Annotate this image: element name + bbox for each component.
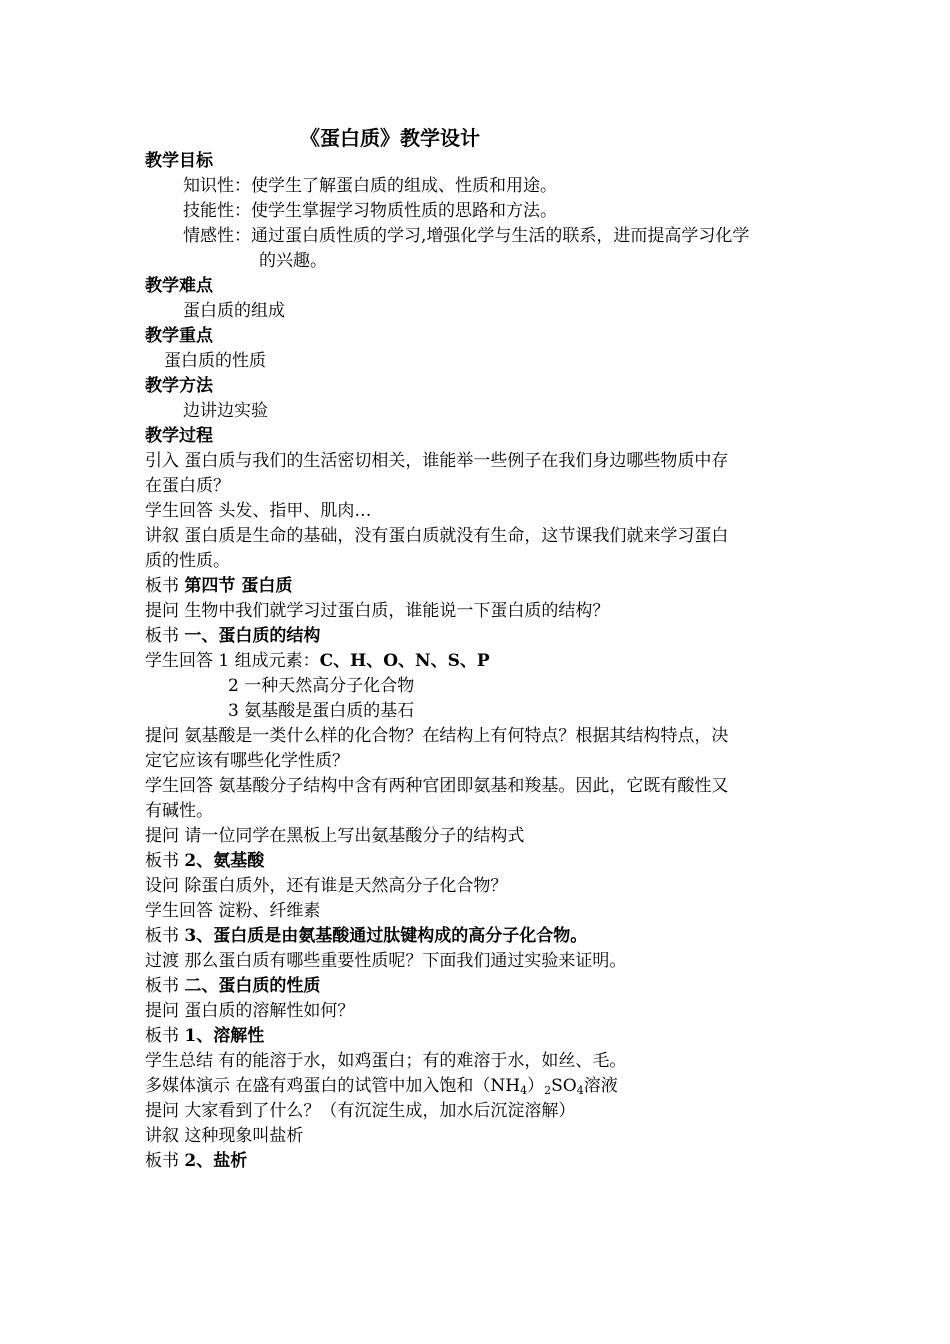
process-line: 学生总结 有的能溶于水，如鸡蛋白；有的难溶于水，如丝、毛。 bbox=[145, 1051, 627, 1071]
line-label: 学生回答 1 组成元素： bbox=[145, 651, 320, 671]
board-heading: 第四节 蛋白质 bbox=[184, 576, 293, 596]
subscript: 4 bbox=[520, 1084, 528, 1097]
method-heading: 教学方法 bbox=[145, 376, 213, 396]
process-line: 提问 蛋白质的溶解性如何？ bbox=[145, 1001, 355, 1021]
process-line bbox=[145, 650, 490, 672]
goals-heading: 教学目标 bbox=[145, 151, 213, 171]
goal-emotion-line2: 的兴趣。 bbox=[259, 251, 327, 271]
process-line: 过渡 那么蛋白质有哪些重要性质呢？下面我们通过实验来证明。 bbox=[145, 951, 627, 971]
goal-knowledge: 知识性：使学生了解蛋白质的组成、性质和用途。 bbox=[183, 176, 557, 196]
line-label: 板书 bbox=[145, 851, 185, 871]
process-line bbox=[145, 575, 292, 597]
process-line bbox=[145, 975, 320, 997]
process-line: 学生回答 淀粉、纤维素 bbox=[145, 901, 321, 921]
process-line: 有碱性。 bbox=[145, 801, 213, 821]
subscript: 2 bbox=[544, 1084, 552, 1097]
process-line: 设问 除蛋白质外，还有谁是天然高分子化合物？ bbox=[145, 876, 508, 896]
key-point-heading: 教学重点 bbox=[145, 326, 213, 346]
line-label: 板书 bbox=[145, 626, 185, 646]
goal-skill: 技能性：使学生掌握学习物质性质的思路和方法。 bbox=[183, 201, 557, 221]
process-line: 提问 大家看到了什么？（有沉淀生成，加水后沉淀溶解） bbox=[145, 1101, 576, 1121]
goal-emotion-line1: 情感性：通过蛋白质性质的学习,增强化学与生活的联系，进而提高学习化学 bbox=[183, 226, 750, 246]
line-text: 多媒体演示 在盛有鸡蛋白的试管中加入饱和（NH bbox=[145, 1076, 521, 1096]
element-list: C、H、O、N、S、P bbox=[319, 651, 490, 671]
subscript: 4 bbox=[576, 1084, 584, 1097]
line-label: 板书 bbox=[145, 576, 185, 596]
process-line: 提问 生物中我们就学习过蛋白质，谁能说一下蛋白质的结构？ bbox=[145, 601, 610, 621]
process-line: 质的性质。 bbox=[145, 551, 230, 571]
process-line bbox=[145, 1075, 618, 1097]
process-line: 讲叙 蛋白质是生命的基础，没有蛋白质就没有生命，这节课我们就来学习蛋白 bbox=[145, 526, 729, 546]
line-label: 板书 bbox=[145, 1151, 185, 1171]
line-text: ） bbox=[527, 1076, 545, 1096]
difficulty-text: 蛋白质的组成 bbox=[183, 301, 285, 321]
process-line: 提问 氨基酸是一类什么样的化合物？在结构上有何特点？根据其结构特点，决 bbox=[145, 726, 729, 746]
line-label: 板书 bbox=[145, 1026, 185, 1046]
process-line: 定它应该有哪些化学性质？ bbox=[145, 751, 349, 771]
line-label: 板书 bbox=[145, 976, 185, 996]
line-text: SO bbox=[551, 1076, 577, 1096]
method-text: 边讲边实验 bbox=[183, 401, 268, 421]
process-line bbox=[145, 1025, 264, 1047]
board-heading: 1、溶解性 bbox=[184, 1026, 265, 1046]
board-heading: 3、蛋白质是由氨基酸通过肽键构成的高分子化合物。 bbox=[184, 926, 588, 946]
board-heading: 2、氨基酸 bbox=[184, 851, 265, 871]
process-line: 讲叙 这种现象叫盐析 bbox=[145, 1126, 304, 1146]
process-line bbox=[145, 625, 320, 647]
process-line: 引入 蛋白质与我们的生活密切相关，谁能举一些例子在我们身边哪些物质中存 bbox=[145, 451, 729, 471]
process-line: 2 一种天然高分子化合物 bbox=[228, 676, 415, 696]
process-line: 3 氨基酸是蛋白质的基石 bbox=[228, 701, 415, 721]
key-point-text: 蛋白质的性质 bbox=[164, 351, 266, 371]
process-line: 提问 请一位同学在黑板上写出氨基酸分子的结构式 bbox=[145, 826, 525, 846]
difficulty-heading: 教学难点 bbox=[145, 276, 213, 296]
process-line bbox=[145, 1150, 247, 1172]
board-heading: 一、蛋白质的结构 bbox=[184, 626, 321, 646]
process-line: 在蛋白质？ bbox=[145, 476, 230, 496]
process-line bbox=[145, 850, 264, 872]
process-line: 学生回答 氨基酸分子结构中含有两种官团即氨基和羧基。因此，它既有酸性又 bbox=[145, 776, 729, 796]
process-line: 学生回答 头发、指甲、肌肉… bbox=[145, 501, 372, 521]
line-label: 板书 bbox=[145, 926, 185, 946]
document-title: 《蛋白质》教学设计 bbox=[300, 126, 480, 150]
process-line bbox=[145, 925, 587, 947]
line-text: 溶液 bbox=[583, 1076, 618, 1096]
board-heading: 二、蛋白质的性质 bbox=[184, 976, 321, 996]
board-heading: 2、盐析 bbox=[184, 1151, 248, 1171]
process-heading: 教学过程 bbox=[145, 426, 213, 446]
